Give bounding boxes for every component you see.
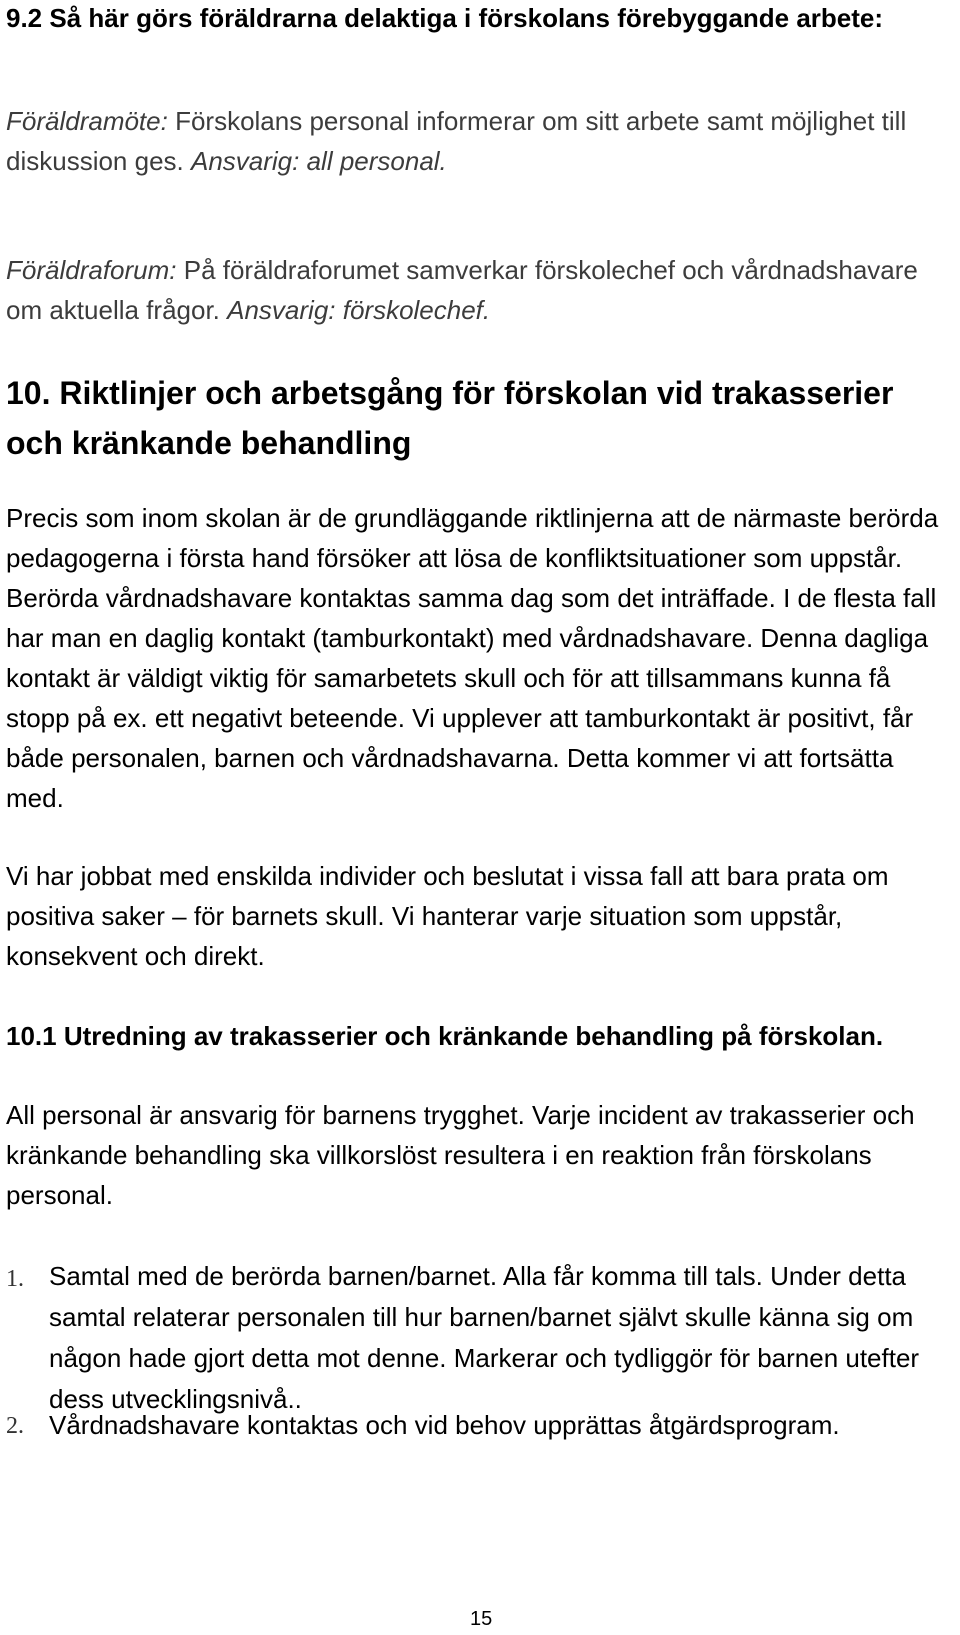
section-10-1-heading: 10.1 Utredning av trakasserier och kränkande behandling på förskolan. — [6, 1021, 884, 1051]
list-number: 1. — [6, 1266, 24, 1292]
list-item — [6, 1256, 951, 1420]
section-10-paragraph-b: Vi har jobbat med enskilda individer och beslutat i vissa fall att bara prata om positiva saker – för barnets skull. Vi hanterar varje situation som uppstår, konsekvent och direkt. — [6, 861, 889, 971]
parent-forum-paragraph — [6, 250, 951, 330]
list-number: 2. — [6, 1413, 24, 1439]
parent-meeting-text: Förskolans personal informerar om sitt arbete samt möjlighet till diskussion ges. — [6, 106, 907, 176]
section-10-1-intro: All personal är ansvarig för barnens trygghet. Varje incident av trakasserier och kränkande behandling ska villkorslöst resultera i en reaktion från förskolans personal. — [6, 1100, 915, 1210]
parent-meeting-paragraph — [6, 101, 951, 181]
list-item — [6, 1409, 951, 1442]
parent-forum-responsible: Ansvarig: förskolechef. — [227, 295, 491, 325]
section-9-2-heading: 9.2 Så här görs föräldrarna delaktiga i förskolans förebyggande arbete: — [6, 3, 884, 33]
page-number: 15 — [470, 1608, 493, 1630]
parent-forum-text: På föräldraforumet samverkar förskolechef och vårdnadshavare om aktuella frågor. — [6, 255, 918, 325]
list-item-text: Vårdnadshavare kontaktas och vid behov upprättas åtgärdsprogram. — [49, 1410, 840, 1440]
parent-meeting-responsible: Ansvarig: all personal. — [190, 146, 447, 176]
section-10-paragraph-a: Precis som inom skolan är de grundläggande riktlinjerna att de närmaste berörda pedagogerna i första hand försöker att lösa de konfliktsituationer som uppstår. Berörda vårdnadshavare kontaktas samma dag som det inträffade. I de flesta fall har man en daglig kontakt (tamburkontakt) med vårdnadshavare. Denna dagliga kontakt är väldigt viktig för samarbetets skull och för att tillsammans kunna få stopp på ex. ett negativt beteende. Vi upplever att tamburkontakt är positivt, får både personalen, barnen och vårdnadshavarna. Detta kommer vi att fortsätta med. — [6, 503, 939, 813]
parent-meeting-label: Föräldramöte: — [6, 106, 168, 136]
list-item-text: Samtal med de berörda barnen/barnet. Alla får komma till tals. Under detta samtal relaterar personalen till hur barnen/barnet självt skulle känna sig om någon hade gjort detta mot denne. Markerar och tydliggör för barnen utefter dess utvecklingsnivå.. — [49, 1261, 920, 1414]
section-10-heading: 10. Riktlinjer och arbetsgång för förskolan vid trakasserier och kränkande behandling — [6, 375, 894, 461]
parent-forum-label: Föräldraforum: — [6, 255, 177, 285]
